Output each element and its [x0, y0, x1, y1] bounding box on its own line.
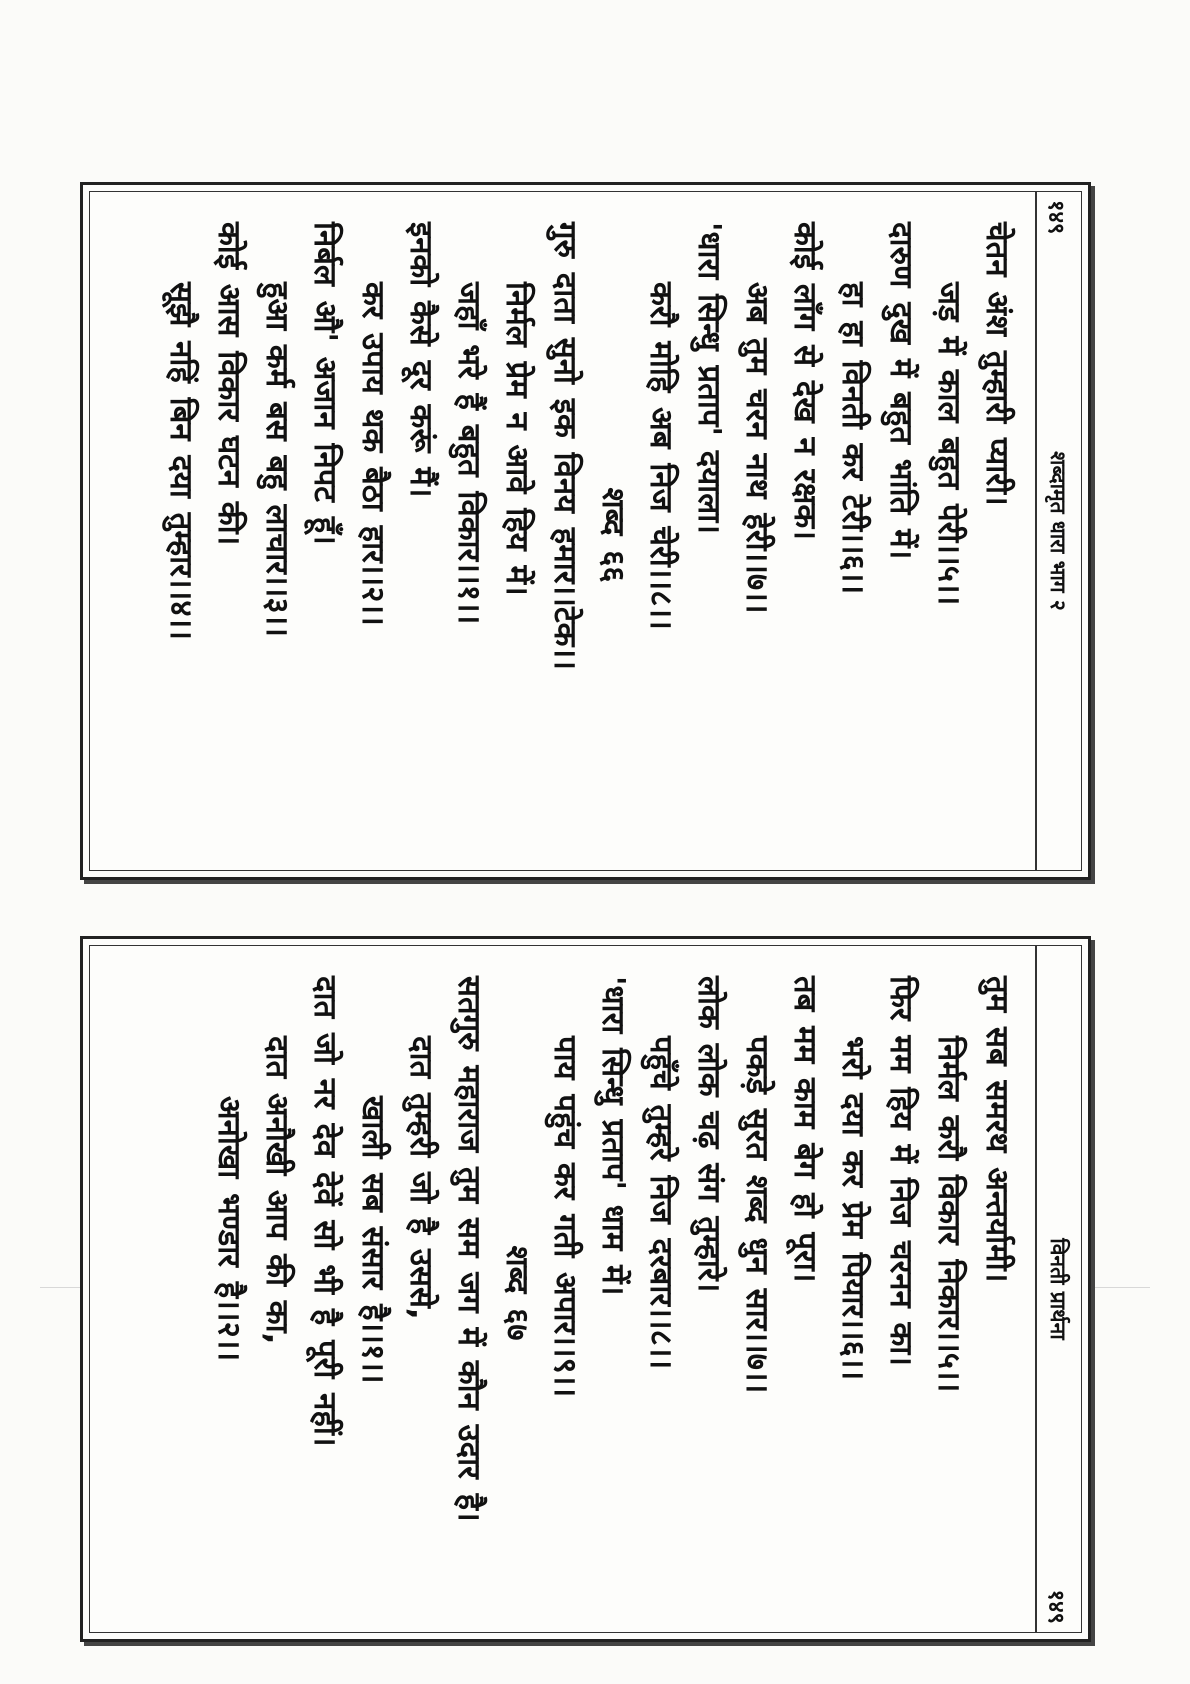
verse-line: 'धारा सिन्धु प्रताप' धाम में। — [594, 976, 631, 1296]
verse-line: हुआ कर्म बस बहु लाचार।।३।। — [258, 282, 295, 638]
verse-line: तुम सब समरथ अन्तर्यामी। — [978, 976, 1015, 1283]
verse-line: निर्मल प्रेम न आवे हिय में। — [498, 282, 535, 596]
header-title: शब्दामृत धारा भाग २ — [1045, 451, 1070, 611]
verse-line: 'धारा सिन्धु प्रताप' दयाला। — [690, 222, 727, 535]
verse-body — [205, 946, 1035, 1632]
verse-line: पहुँचे तुम्हरे निज दरबार।।८।। — [642, 1036, 679, 1370]
verse-line: निर्बल औ' अजान निपट हूँ। — [306, 222, 343, 545]
verse-line: सतगुरु महाराज तुम सम जग में कौन उदार है। — [450, 976, 487, 1522]
verse-line: अनोखा भण्डार है।।२।। — [210, 1096, 247, 1362]
verse-line: दात अनौखी आप की का, — [258, 1036, 295, 1345]
shabd-heading: शब्द ६६ — [594, 487, 631, 583]
verse-line: कर उपाय थक बैठा हार।।२।। — [354, 282, 391, 626]
verse-line: पाय पहुंच कर गती अपार।।९।। — [546, 1036, 583, 1398]
verse-line: दारुण दुख में बहुत भांति में। — [882, 222, 919, 560]
book-page-upper — [80, 182, 1091, 880]
verse-line: हा हा विनती कर टेरी।।६।। — [834, 282, 871, 595]
verse-line: जड़ में काल बहुत पेरी।।५।। — [930, 282, 967, 606]
page-content-rotated — [91, 192, 1081, 870]
verse-line: करौ मोहि अब निज चेरी।।८।। — [642, 282, 679, 630]
verse-line: चेतन अंश तुम्हारी प्यारी। — [978, 222, 1015, 506]
page-header — [1035, 946, 1081, 1632]
verse-line: कोई लाँग से देख न रक्षक। — [786, 222, 823, 540]
verse-line: तब मम काम बेग हो पूरा। — [786, 976, 823, 1283]
verse-line: कोई आस विकार घटन की। — [210, 222, 247, 546]
shabd-heading: शब्द ६७ — [498, 1245, 535, 1341]
page-content-rotated — [91, 946, 1081, 1632]
verse-line: इनको कैसे दूर करूं मैं। — [402, 222, 439, 498]
verse-line: खाली सब संसार है।।१।। — [354, 1096, 391, 1384]
verse-line: फिर मम हिय में निज चरनन का। — [882, 976, 919, 1367]
verse-line: भरो दया कर प्रेम पियार।।६।। — [834, 1036, 871, 1381]
header-title: विनती प्रार्थना — [1045, 1238, 1070, 1340]
verse-line: अब तुम चरन नाथ हेरी।।७।। — [738, 282, 775, 614]
page-header — [1035, 192, 1081, 870]
book-page-lower — [80, 936, 1091, 1642]
verse-line: सूझै नहिं बिन दया तुम्हार।।४।। — [162, 282, 199, 640]
verse-line: दात जो नर देव देवें सो भी है पूरी नहीं। — [306, 976, 343, 1447]
page-number: १४९ — [1042, 200, 1068, 235]
verse-line: पकड़े सुरत शब्द धुन सार।।७।। — [738, 1036, 775, 1394]
page-number: १४९ — [1042, 1589, 1068, 1624]
verse-line: निर्मल करौ विकार निकार।।५।। — [930, 1036, 967, 1393]
verse-line: दात तुम्हरी जो है उससे, — [402, 1036, 439, 1320]
verse-line: गुरु दाता सुनो इक विनय हमार।।टेक।। — [546, 222, 583, 670]
verse-body — [157, 192, 1035, 870]
verse-line: लोक लोक चढ़ संग तुम्हारे। — [690, 976, 727, 1293]
verse-line: जहाँ भरे हैं बहुत विकार।।१।। — [450, 282, 487, 625]
